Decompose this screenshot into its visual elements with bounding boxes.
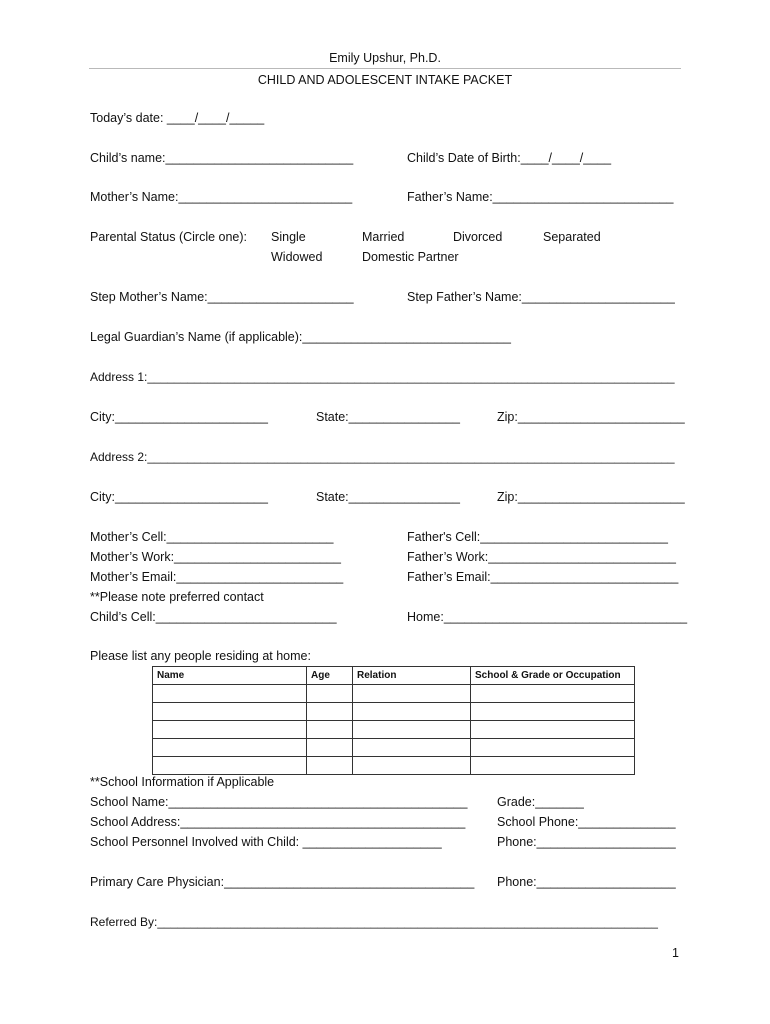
column-header-school-grade-occupation: School & Grade or Occupation [471, 667, 635, 685]
cell-name[interactable] [153, 685, 307, 703]
state2-field[interactable]: State:________________ [316, 490, 460, 504]
status-married-option[interactable]: Married [362, 230, 405, 244]
mothers-name-field[interactable]: Mother’s Name:_________________________ [90, 190, 353, 204]
todays-date-field[interactable]: Today’s date: ____/____/_____ [90, 111, 265, 125]
page-number: 1 [672, 946, 679, 960]
table-header-row [153, 667, 635, 685]
school-name-field[interactable]: School Name:___________________________________________ [90, 795, 468, 809]
cell-school-grade-occupation[interactable] [471, 721, 635, 739]
school-info-heading: **School Information if Applicable [90, 775, 275, 789]
step-fathers-name-field[interactable]: Step Father’s Name:______________________ [407, 290, 675, 304]
mothers-work-field[interactable]: Mother’s Work:________________________ [90, 550, 341, 564]
table-row [153, 703, 635, 721]
cell-school-grade-occupation[interactable] [471, 703, 635, 721]
table-row [153, 685, 635, 703]
state1-field[interactable]: State:________________ [316, 410, 460, 424]
school-personnel-field[interactable]: School Personnel Involved with Child: ____________________ [90, 835, 442, 849]
home-phone-field[interactable]: Home:___________________________________ [407, 610, 688, 624]
cell-age[interactable] [307, 739, 353, 757]
address1-field[interactable]: Address 1:_______________________________________________________________________________ [90, 370, 675, 384]
table-row [153, 757, 635, 775]
cell-age[interactable] [307, 685, 353, 703]
referred-by-field[interactable]: Referred By:___________________________________________________________________________ [90, 915, 658, 929]
status-separated-option[interactable]: Separated [543, 230, 601, 244]
city2-field[interactable]: City:______________________ [90, 490, 268, 504]
childs-cell-field[interactable]: Child’s Cell:__________________________ [90, 610, 337, 624]
mothers-email-field[interactable]: Mother’s Email:________________________ [90, 570, 344, 584]
cell-name[interactable] [153, 739, 307, 757]
cell-age[interactable] [307, 757, 353, 775]
cell-name[interactable] [153, 721, 307, 739]
cell-relation[interactable] [353, 685, 471, 703]
address2-field[interactable]: Address 2:_______________________________________________________________________________ [90, 450, 675, 464]
cell-relation[interactable] [353, 757, 471, 775]
cell-age[interactable] [307, 703, 353, 721]
column-header-name: Name [153, 667, 307, 685]
step-mothers-name-field[interactable]: Step Mother’s Name:_____________________ [90, 290, 354, 304]
parental-status-label: Parental Status (Circle one): [90, 230, 248, 244]
school-address-field[interactable]: School Address:_________________________________________ [90, 815, 466, 829]
residents-table [152, 666, 635, 775]
cell-relation[interactable] [353, 721, 471, 739]
column-header-relation: Relation [353, 667, 471, 685]
status-single-option[interactable]: Single [271, 230, 306, 244]
residents-prompt: Please list any people residing at home: [90, 649, 311, 663]
preferred-contact-note: **Please note preferred contact [90, 590, 264, 604]
cell-school-grade-occupation[interactable] [471, 757, 635, 775]
status-widowed-option[interactable]: Widowed [271, 250, 323, 264]
author-name: Emily Upshur, Ph.D. [329, 51, 441, 65]
table-row [153, 721, 635, 739]
cell-name[interactable] [153, 703, 307, 721]
childs-name-field[interactable]: Child’s name:___________________________ [90, 151, 354, 165]
packet-title: CHILD AND ADOLESCENT INTAKE PACKET [257, 73, 513, 87]
childs-dob-field[interactable]: Child’s Date of Birth:____/____/____ [407, 151, 612, 165]
school-phone-field[interactable]: School Phone:______________ [497, 815, 676, 829]
cell-relation[interactable] [353, 739, 471, 757]
fathers-email-field[interactable]: Father’s Email:___________________________ [407, 570, 679, 584]
legal-guardian-field[interactable]: Legal Guardian’s Name (if applicable):______________________________ [90, 330, 511, 344]
cell-name[interactable] [153, 757, 307, 775]
fathers-cell-field[interactable]: Father's Cell:___________________________ [407, 530, 668, 544]
mothers-cell-field[interactable]: Mother’s Cell:________________________ [90, 530, 334, 544]
column-header-age: Age [307, 667, 353, 685]
residents-table-body [153, 685, 635, 775]
school-phone2-field[interactable]: Phone:____________________ [497, 835, 676, 849]
cell-school-grade-occupation[interactable] [471, 685, 635, 703]
status-domestic-partner-option[interactable]: Domestic Partner [362, 250, 459, 264]
grade-field[interactable]: Grade:_______ [497, 795, 584, 809]
primary-care-physician-field[interactable]: Primary Care Physician:____________________________________ [90, 875, 475, 889]
table-row [153, 739, 635, 757]
city1-field[interactable]: City:______________________ [90, 410, 268, 424]
cell-school-grade-occupation[interactable] [471, 739, 635, 757]
cell-age[interactable] [307, 721, 353, 739]
fathers-name-field[interactable]: Father’s Name:__________________________ [407, 190, 674, 204]
zip2-field[interactable]: Zip:________________________ [497, 490, 685, 504]
zip1-field[interactable]: Zip:________________________ [497, 410, 685, 424]
cell-relation[interactable] [353, 703, 471, 721]
fathers-work-field[interactable]: Father’s Work:___________________________ [407, 550, 676, 564]
physician-phone-field[interactable]: Phone:____________________ [497, 875, 676, 889]
header-rule [89, 68, 681, 69]
status-divorced-option[interactable]: Divorced [453, 230, 503, 244]
